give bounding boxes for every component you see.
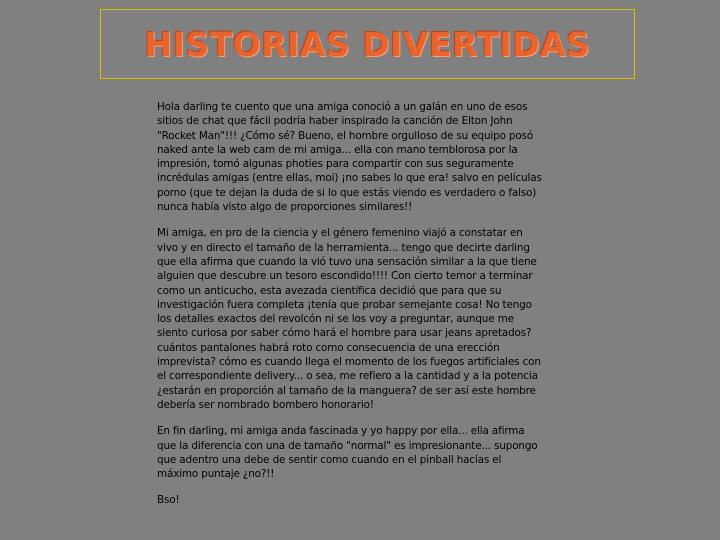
paragraph-2: Mi amiga, en pro de la ciencia y el género femenino viajó a constatar en vivo y en directo el tamaño de la herramienta... tengo que decirte darling que ella afirma que cuando la vió tuvo una sensación similar a la que tiene alguien que descubre un tesoro escondido!!!! Con cierto temor a terminar como un anticucho, esta avezada científica decidió que para que su investigación fuera completa ¡tenía que probar semejante cosa! No tengo los detalles exactos del revolcón ni se los voy a preguntar, aunque me siento curiosa por saber cómo hará el hombre para usar jeans apretados? cuántos pantalones habrá roto como consecuencia de una erección imprevista? cómo es cuando llega el momento de los fuegos artificiales con el correspondiente delivery... o sea, me refiero a la cantidad y a la potencia ¿estarán en proporción al tamaño de la manguera? de ser así este hombre debería ser nombrado bombero honorario!	[157, 227, 541, 411]
paragraph-3: En fin darling, mi amiga anda fascinada y yo happy por ella... ella afirma que la diferencia con una de tamaño "normal" es impresionante... supongo que adentro una debe de sentir como cuando en el pinball hacías el máximo puntaje ¿no?!!	[157, 425, 538, 481]
story-body	[157, 100, 542, 520]
paragraph-1: Hola darling te cuento que una amiga conoció a un galán en uno de esos sitios de chat que fácil podría haber inspirado la canción de Elton John "Rocket Man"!!! ¿Cómo sé? Bueno, el hombre orgulloso de su equipo posó naked ante la web cam de mi amiga... ella con mano temblorosa por la impresión, tomó algunas photies para compartir con sus seguramente incrédulas amigas (entre ellas, moi) ¡no sabes lo que era! salvo en películas porno (que te dejan la duda de si lo que estás viendo es verdadero o falso) nunca había visto algo de proporciones similares!!	[157, 101, 542, 214]
page-title: HISTORIAS DIVERTIDAS	[144, 24, 591, 64]
paragraph-4: Bso!	[157, 494, 180, 507]
title-box	[100, 9, 635, 79]
